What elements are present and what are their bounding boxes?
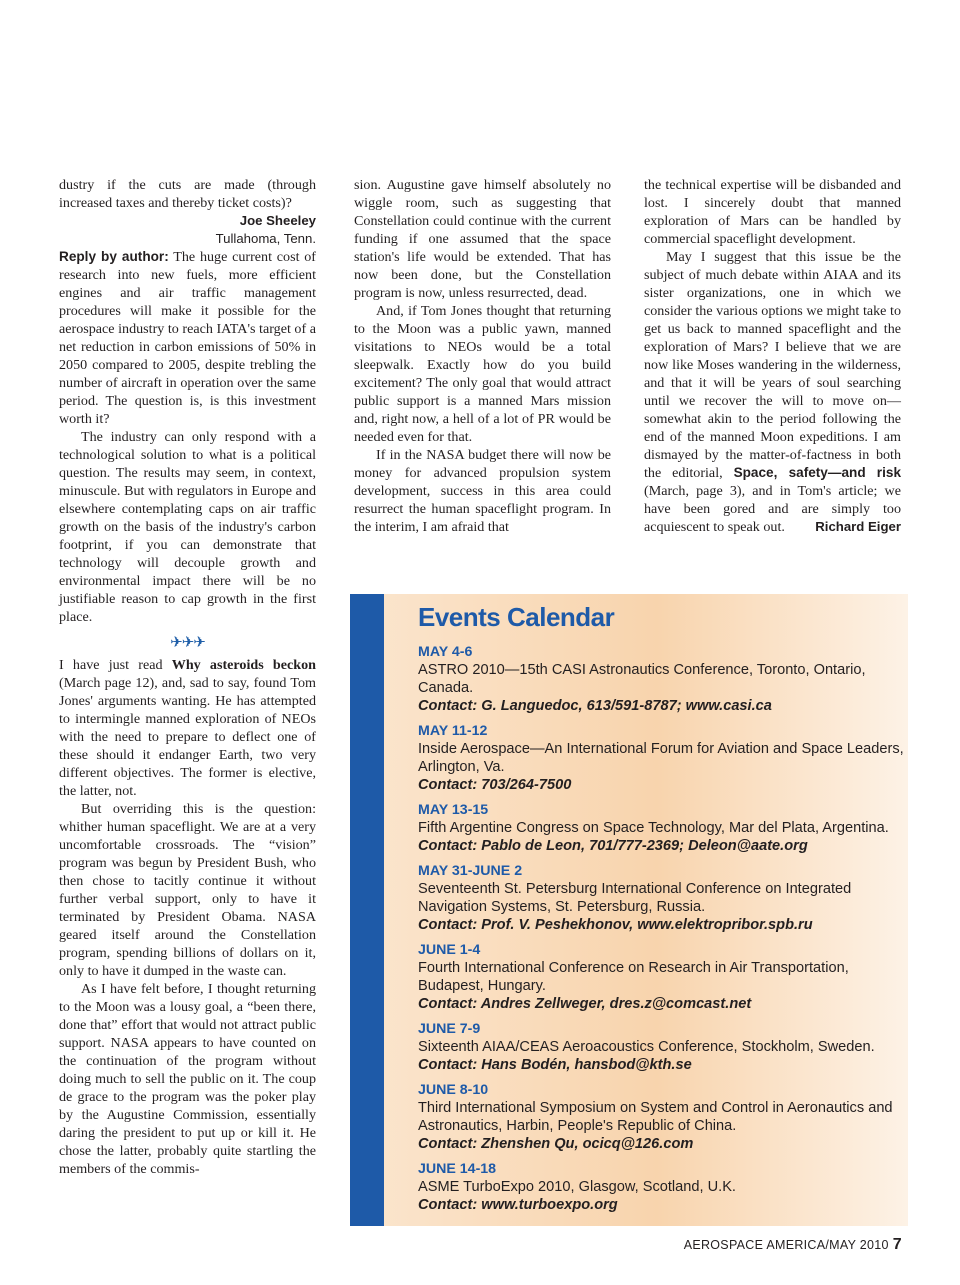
text: (March, page 3), and in Tom's article; we have been gored and are simply too acquiescent to speak out. bbox=[644, 483, 901, 535]
reply-text: The huge current cost of research into new fuels, more efficient engines and air traffic management procedures will make it possible for the aerospace industry to reach IATA's target of a net reduction in carbon emissions of 50% in 2050 compared to 2005, despite trebling the number of aircraft in operation over the same period. The question is, is this investment worth it? bbox=[59, 249, 316, 427]
event-item bbox=[418, 941, 908, 1013]
author-name: Richard Eiger bbox=[815, 519, 901, 534]
events-calendar-box bbox=[350, 594, 908, 1226]
paragraph: The industry can only respond with a technological solution to what is a political question. The results may seem, in context, minuscule. But with regulators in Europe and elsewhere contemplating caps on air traffic growth on the basis of the industry's carbon footprint, if you can demonstrate that technology will decouple growth and environmental impact there will be no justifiable reason to cap growth in the first place. bbox=[59, 429, 316, 625]
article-title: Why asteroids beckon bbox=[171, 657, 316, 673]
event-title: ASME TurboExpo 2010, Glasgow, Scotland, U.K. bbox=[418, 1179, 736, 1195]
column-2 bbox=[354, 176, 611, 536]
paragraph bbox=[59, 656, 316, 800]
column-1 bbox=[59, 176, 316, 1178]
paragraph: And, if Tom Jones thought that returning to the Moon was a public yawn, manned visitations to NEOs would be a total sleepwalk. Exactly how do you build excitement? The only goal that would attract public support is a manned Mars mission and, right now, a hell of a lot of PR would be needed even for that. bbox=[354, 303, 611, 445]
event-item bbox=[418, 722, 908, 794]
event-item bbox=[418, 1020, 908, 1074]
event-title: Seventeenth St. Petersburg International Conference on Integrated Navigation Systems, St. Petersburg, Russia. bbox=[418, 881, 852, 915]
event-title: Fourth International Conference on Research in Air Transportation, Budapest, Hungary. bbox=[418, 960, 849, 994]
event-item bbox=[418, 1081, 908, 1153]
publication-name: AEROSPACE AMERICA/MAY 2010 bbox=[683, 1238, 889, 1252]
event-contact: Contact: www.turboexpo.org bbox=[418, 1197, 618, 1213]
reply-lead: Reply by author: bbox=[59, 249, 169, 264]
event-item bbox=[418, 862, 908, 934]
text: (March page 12), and, sad to say, found Tom Jones' arguments wanting. He has attempted to intermingle manned exploration of NEOs with the need to prepare to deflect one of these should it endanger Earth, two very different objectives. The former is elective, the latter, not. bbox=[59, 675, 316, 799]
paragraph: As I have felt before, I thought returning to the Moon was a lousy goal, a “been there, done that” effort that would not attract public support. NASA appears to have counted on the continuation of the program without doing much to sell the public on it. The coup de grace to the program was the poker play by the Augustine Commission, essentially daring the president to put up or kill it. He chose the latter, probably quite startling the members of the commis- bbox=[59, 981, 316, 1177]
event-contact: Contact: 703/264-7500 bbox=[418, 777, 572, 793]
author-location: Tullahoma, Tenn. bbox=[215, 231, 316, 246]
event-item bbox=[418, 643, 908, 715]
event-date: JUNE 14-18 bbox=[418, 1161, 497, 1177]
text: I have just read bbox=[59, 657, 172, 673]
paragraph bbox=[644, 248, 901, 536]
event-item bbox=[418, 801, 908, 855]
event-date: MAY 13-15 bbox=[418, 802, 489, 818]
event-date: JUNE 8-10 bbox=[418, 1082, 489, 1098]
event-item bbox=[418, 1160, 908, 1214]
event-contact: Contact: Zhenshen Qu, ocicq@126.com bbox=[418, 1136, 694, 1152]
paragraph: dustry if the cuts are made (through increased taxes and thereby ticket costs)? bbox=[59, 177, 316, 211]
text: May I suggest that this issue be the subject of much debate within AIAA and its sister organizations, one in which we consider the various options we might take to get us back to manned spaceflight and the exploration of Mars? I believe that we are now like Moses wandering in the wilderness, and that it will be years of soul searching until we recover the will to move on—somewhat akin to the period following the end of the manned Moon expeditions. I am dismayed by the matter-of-factness in both the editorial, bbox=[644, 249, 901, 481]
page-number: 7 bbox=[892, 1236, 902, 1253]
events-list bbox=[418, 643, 908, 1214]
event-title: Third International Symposium on System and Control in Aeronautics and Astronautics, Harbin, People's Republic of China. bbox=[418, 1100, 893, 1134]
events-heading: Events Calendar bbox=[418, 602, 615, 632]
author-name: Joe Sheeley bbox=[239, 213, 316, 228]
airplane-separator-icon: ✈✈✈ bbox=[170, 635, 205, 651]
column-3 bbox=[644, 176, 901, 536]
accent-bar bbox=[350, 594, 384, 1226]
event-contact: Contact: G. Languedoc, 613/591-8787; www.casi.ca bbox=[418, 698, 772, 714]
event-title: Sixteenth AIAA/CEAS Aeroacoustics Conference, Stockholm, Sweden. bbox=[418, 1039, 875, 1055]
event-date: JUNE 7-9 bbox=[418, 1021, 481, 1037]
event-date: MAY 31-JUNE 2 bbox=[418, 863, 523, 879]
event-contact: Contact: Hans Bodén, hansbod@kth.se bbox=[418, 1057, 692, 1073]
event-date: MAY 4-6 bbox=[418, 644, 473, 660]
events-content bbox=[418, 599, 908, 1221]
paragraph: If in the NASA budget there will now be money for advanced propulsion system development, success in this area could resurrect the human spaceflight program. In the interim, I am afraid that bbox=[354, 447, 611, 535]
paragraph: the technical expertise will be disbanded and lost. I sincerely doubt that manned exploration of Mars can be handled by commercial spaceflight development. bbox=[644, 177, 901, 247]
event-title: ASTRO 2010—15th CASI Astronautics Conference, Toronto, Ontario, Canada. bbox=[418, 662, 866, 696]
event-title: Fifth Argentine Congress on Space Technology, Mar del Plata, Argentina. bbox=[418, 820, 889, 836]
paragraph: sion. Augustine gave himself absolutely no wiggle room, such as suggesting that Constellation could continue with the current funding if one assumed that the space station's life would be extended. That has now been done, but the Constellation program is now, unless resurrected, dead. bbox=[354, 177, 611, 301]
event-date: MAY 11-12 bbox=[418, 723, 488, 739]
event-title: Inside Aerospace—An International Forum for Aviation and Space Leaders, Arlington, Va. bbox=[418, 741, 904, 775]
article-title: Space, safety—and risk bbox=[733, 465, 901, 480]
event-contact: Contact: Pablo de Leon, 701/777-2369; Deleon@aate.org bbox=[418, 838, 808, 854]
paragraph: But overriding this is the question: whither human spaceflight. We are at a very uncomfortable crossroads. The “vision” program was begun by President Bush, who then chose to tacitly continue it without further verbal support, only to have it terminated by President Obama. NASA geared itself around the Constellation program, spending billions of dollars on it, only to have it dumped in the waste can. bbox=[59, 801, 316, 979]
reply-paragraph bbox=[59, 248, 316, 428]
page-footer bbox=[684, 1236, 902, 1254]
event-contact: Contact: Prof. V. Peshekhonov, www.elektropribor.spb.ru bbox=[418, 917, 813, 933]
signature-block bbox=[59, 212, 316, 248]
event-contact: Contact: Andres Zellweger, dres.z@comcast.net bbox=[418, 996, 752, 1012]
event-date: JUNE 1-4 bbox=[418, 942, 481, 958]
